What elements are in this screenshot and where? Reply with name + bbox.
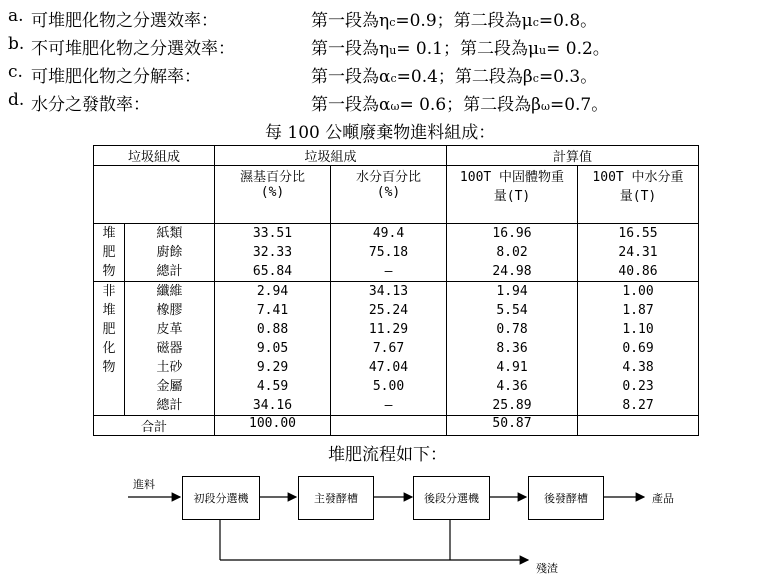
group-label-compostable: 堆 肥 物 <box>94 224 125 282</box>
flow-box-main-fermenter: 主發酵槽 <box>298 476 374 520</box>
param-label: a. <box>8 6 24 26</box>
param-value: 第一段為ηc=0.9；第二段為μc=0.8。 <box>311 11 598 31</box>
header-water-weight: 100T 中水分重 量(T) <box>578 166 699 224</box>
header-water: 水分百分比 (%) <box>331 166 447 224</box>
param-desc: 水分之發散率： <box>31 95 150 115</box>
group-items-compostable: 紙類 廚餘 總計 <box>125 224 215 282</box>
param-desc: 不可堆肥化物之分選效率： <box>31 39 235 59</box>
flow-box-initial-sorter: 初段分選機 <box>182 476 260 520</box>
param-value: 第一段為αω= 0.6；第二段為βω=0.7。 <box>311 95 609 115</box>
flow-residue-label: 殘渣 <box>536 562 558 575</box>
param-label: d. <box>8 90 25 110</box>
water-values-noncompostable: 34.13 25.24 11.29 7.67 47.04 5.00 — <box>331 282 447 416</box>
group-items-noncompostable: 纖維 橡膠 皮革 磁器 土砂 金屬 總計 <box>125 282 215 416</box>
flow-title: 堆肥流程如下： <box>328 445 447 465</box>
param-desc: 可堆肥化物之分解率： <box>31 67 201 87</box>
param-value: 第一段為ηu= 0.1；第二段為μu= 0.2。 <box>311 39 610 59</box>
flow-output-label: 產品 <box>652 492 674 505</box>
total-label: 合計 <box>94 416 215 436</box>
solid-values-noncompostable: 1.94 5.54 0.78 8.36 4.91 4.36 25.89 <box>447 282 578 416</box>
param-desc: 可堆肥化物之分選效率： <box>31 11 218 31</box>
header-wet: 濕基百分比 (%) <box>215 166 331 224</box>
header-calculated: 計算值 <box>447 146 699 166</box>
param-value: 第一段為αc=0.4；第二段為βc=0.3。 <box>311 67 598 87</box>
waterw-values-compostable: 16.55 24.31 40.86 <box>578 224 699 282</box>
wet-values-noncompostable: 2.94 7.41 0.88 9.05 9.29 4.59 34.16 <box>215 282 331 416</box>
group-label-noncompostable: 非 堆 肥 化 物 <box>94 282 125 416</box>
water-values-compostable: 49.4 75.18 — <box>331 224 447 282</box>
waterw-values-noncompostable: 1.00 1.87 1.10 0.69 4.38 0.23 8.27 <box>578 282 699 416</box>
flow-box-final-sorter: 後段分選機 <box>413 476 490 520</box>
total-solid: 50.87 <box>447 416 578 436</box>
param-label: c. <box>8 62 23 82</box>
param-label: b. <box>8 34 25 54</box>
header-composition-2: 垃圾組成 <box>215 146 447 166</box>
flow-box-post-fermenter: 後發酵槽 <box>528 476 604 520</box>
solid-values-compostable: 16.96 8.02 24.98 <box>447 224 578 282</box>
table-title: 每 100 公噸廢棄物進料組成： <box>265 123 496 143</box>
flow-input-label: 進料 <box>133 478 155 491</box>
wet-values-compostable: 33.51 32.33 65.84 <box>215 224 331 282</box>
header-solid: 100T 中固體物重 量(T) <box>447 166 578 224</box>
total-wet: 100.00 <box>215 416 331 436</box>
header-composition: 垃圾組成 <box>94 146 215 166</box>
